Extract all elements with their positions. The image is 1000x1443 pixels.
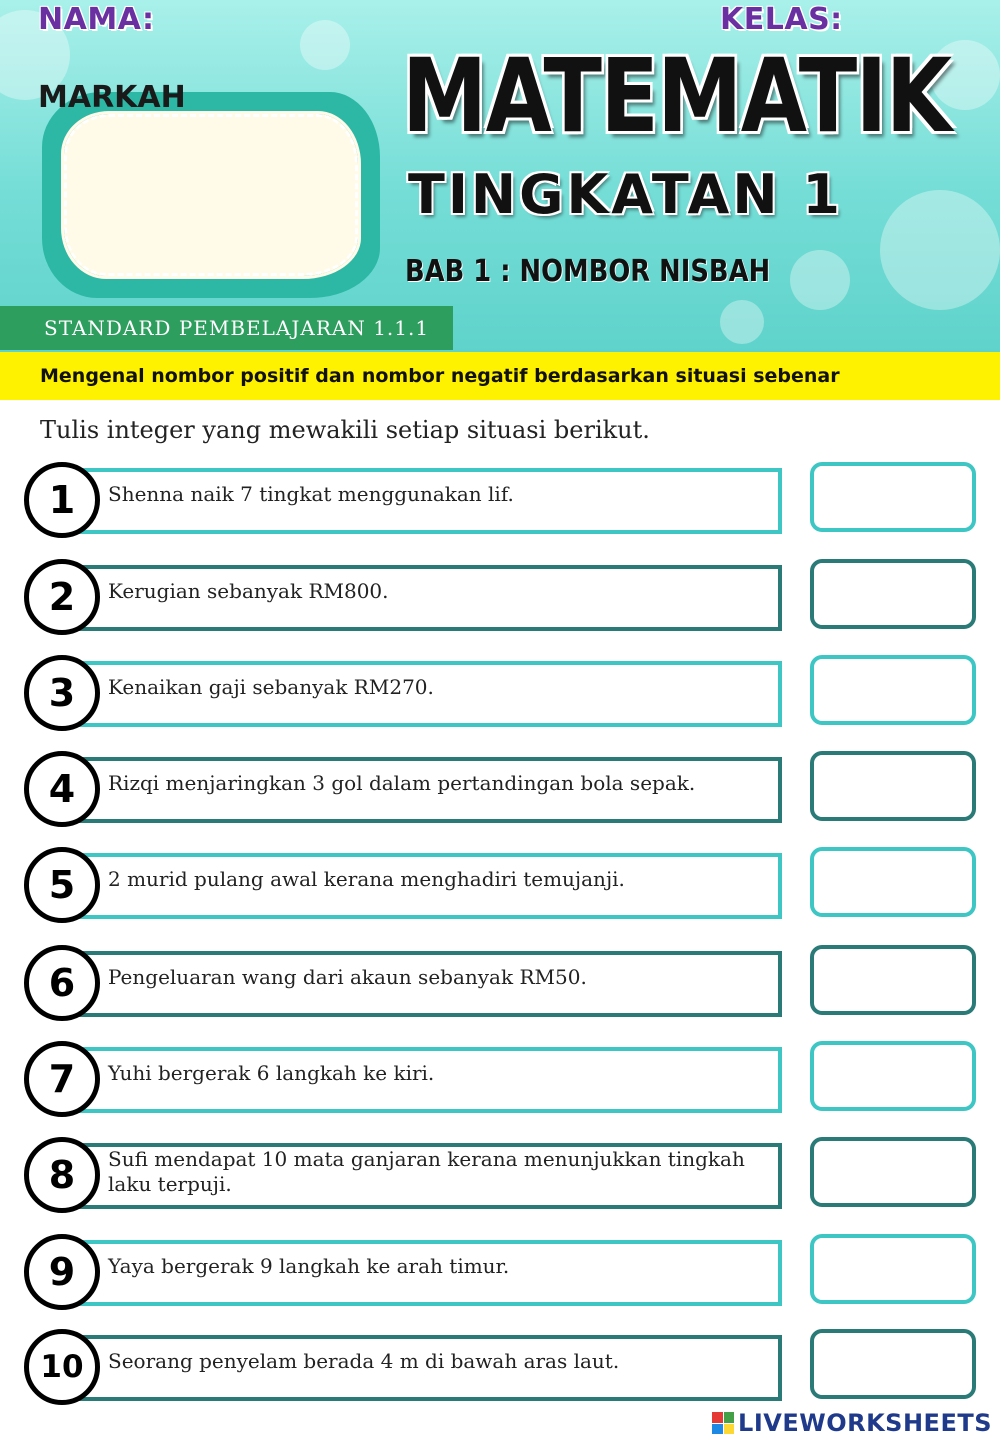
question-number: 1: [24, 462, 100, 538]
question-row: [0, 1137, 1000, 1217]
answer-input[interactable]: [810, 847, 976, 917]
markah-score-box[interactable]: [64, 114, 358, 276]
flower-decoration: [790, 250, 850, 310]
answer-input[interactable]: [810, 655, 976, 725]
page-subtitle: TINGKATAN 1: [408, 163, 843, 226]
question-text: Yuhi bergerak 6 langkah ke kiri.: [108, 1061, 435, 1085]
question-number: 4: [24, 751, 100, 827]
question-number: 7: [24, 1041, 100, 1117]
answer-input[interactable]: [810, 559, 976, 629]
question-text: Yaya bergerak 9 langkah ke arah timur.: [108, 1254, 510, 1278]
question-number: 6: [24, 945, 100, 1021]
question-text: Rizqi menjaringkan 3 gol dalam pertandingan bola sepak.: [108, 771, 696, 795]
flower-decoration: [300, 20, 350, 70]
answer-input[interactable]: [810, 1234, 976, 1304]
question-row: [0, 1234, 1000, 1314]
question-text: Seorang penyelam berada 4 m di bawah aras laut.: [108, 1349, 620, 1373]
markah-label: MARKAH: [38, 80, 186, 115]
flower-decoration: [880, 190, 1000, 310]
question-number: 9: [24, 1234, 100, 1310]
question-text: Shenna naik 7 tingkat menggunakan lif.: [108, 482, 514, 506]
question-row: [0, 559, 1000, 639]
standard-label: STANDARD PEMBELAJARAN 1.1.1: [0, 306, 453, 350]
question-row: [0, 655, 1000, 735]
question-row: [0, 945, 1000, 1025]
question-row: [0, 462, 1000, 542]
answer-input[interactable]: [810, 1329, 976, 1399]
answer-input[interactable]: [810, 1137, 976, 1207]
answer-input[interactable]: [810, 945, 976, 1015]
page-title: MATEMATIK: [402, 37, 951, 156]
question-number: 5: [24, 847, 100, 923]
question-text: Sufi mendapat 10 mata ganjaran kerana menunjukkan tingkah laku terpuji.: [108, 1147, 745, 1196]
question-number: 3: [24, 655, 100, 731]
footer-branding: [712, 1409, 992, 1437]
answer-input[interactable]: [810, 462, 976, 532]
learning-objective: Mengenal nombor positif dan nombor negatif berdasarkan situasi sebenar: [0, 352, 1000, 400]
flower-decoration: [720, 300, 764, 344]
question-text: Kenaikan gaji sebanyak RM270.: [108, 675, 434, 699]
answer-input[interactable]: [810, 1041, 976, 1111]
question-row: [0, 847, 1000, 927]
question-text: Pengeluaran wang dari akaun sebanyak RM50.: [108, 965, 587, 989]
chapter-heading: BAB 1 : NOMBOR NISBAH: [405, 254, 771, 289]
kelas-label: KELAS:: [720, 2, 843, 37]
question-row: [0, 751, 1000, 831]
question-number: 8: [24, 1137, 100, 1213]
question-text: 2 murid pulang awal kerana menghadiri temujanji.: [108, 867, 625, 891]
nama-label: NAMA:: [38, 2, 155, 37]
instruction-text: Tulis integer yang mewakili setiap situasi berikut.: [40, 416, 650, 444]
question-number: 10: [24, 1329, 100, 1405]
footer-brand-text[interactable]: LIVEWORKSHEETS: [738, 1409, 992, 1437]
question-number: 2: [24, 559, 100, 635]
question-row: [0, 1041, 1000, 1121]
question-text: Kerugian sebanyak RM800.: [108, 579, 389, 603]
liveworksheets-logo-icon: [712, 1412, 734, 1434]
answer-input[interactable]: [810, 751, 976, 821]
question-row: [0, 1329, 1000, 1409]
